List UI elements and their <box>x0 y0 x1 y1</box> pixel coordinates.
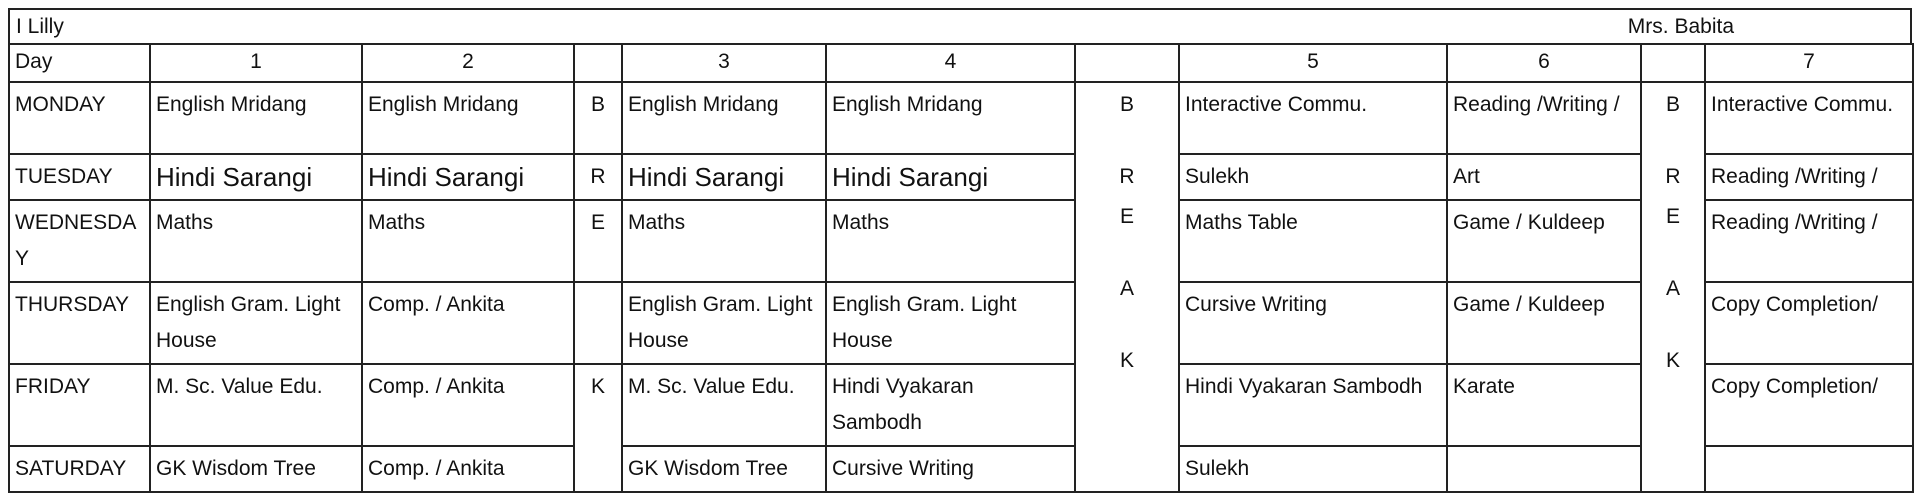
period-cell: Maths <box>826 200 1075 282</box>
period-cell: Hindi Sarangi <box>362 154 574 200</box>
break-cell: B <box>574 82 622 154</box>
class-name: I Lilly <box>16 14 64 38</box>
teacher-name: Mrs. Babita <box>1627 14 1734 38</box>
col-header-break-2 <box>1075 44 1179 82</box>
sheet-header <box>8 8 1912 43</box>
period-cell: Hindi Sarangi <box>622 154 826 200</box>
break-cell: K <box>574 364 622 492</box>
period-cell <box>1447 446 1641 492</box>
col-header-5: 5 <box>1179 44 1447 82</box>
col-header-7: 7 <box>1705 44 1913 82</box>
break-letter: K <box>1665 349 1680 372</box>
table-row <box>9 82 1913 154</box>
period-cell: Hindi Sarangi <box>826 154 1075 200</box>
period-cell: English Mridang <box>826 82 1075 154</box>
break-letter: A <box>1119 277 1134 300</box>
col-header-2: 2 <box>362 44 574 82</box>
table-row <box>9 200 1913 282</box>
period-cell: Maths Table <box>1179 200 1447 282</box>
period-cell: English Gram. Light House <box>826 282 1075 364</box>
col-header-break-1 <box>574 44 622 82</box>
period-cell: Reading /Writing / <box>1447 82 1641 154</box>
table-row <box>9 282 1913 364</box>
day-cell: FRIDAY <box>9 364 150 446</box>
period-cell: Maths <box>622 200 826 282</box>
period-cell: English Mridang <box>362 82 574 154</box>
period-cell: Interactive Commu. <box>1705 82 1913 154</box>
period-cell: Interactive Commu. <box>1179 82 1447 154</box>
day-cell: MONDAY <box>9 82 150 154</box>
period-cell: M. Sc. Value Edu. <box>150 364 362 446</box>
break-letter: R <box>1119 165 1135 188</box>
period-cell: Game / Kuldeep <box>1447 200 1641 282</box>
period-cell: M. Sc. Value Edu. <box>622 364 826 446</box>
col-header-6: 6 <box>1447 44 1641 82</box>
break-letter: E <box>1665 205 1680 228</box>
day-cell: SATURDAY <box>9 446 150 492</box>
break-cell: R <box>574 154 622 200</box>
col-header-3: 3 <box>622 44 826 82</box>
period-cell: English Mridang <box>622 82 826 154</box>
period-cell: Copy Completion/ <box>1705 282 1913 364</box>
timetable-sheet <box>8 8 1912 493</box>
break-letter: R <box>1665 165 1681 188</box>
header-row <box>9 44 1913 82</box>
col-header-break-3 <box>1641 44 1705 82</box>
period-cell: English Gram. Light House <box>150 282 362 364</box>
period-cell: Cursive Writing <box>1179 282 1447 364</box>
break-cell <box>574 282 622 364</box>
col-header-day: Day <box>9 44 150 82</box>
period-cell: Sulekh <box>1179 154 1447 200</box>
period-cell: Comp. / Ankita <box>362 446 574 492</box>
break-letter: K <box>1119 349 1134 372</box>
period-cell: Art <box>1447 154 1641 200</box>
break-letter: B <box>1119 93 1134 116</box>
col-header-4: 4 <box>826 44 1075 82</box>
period-cell: Cursive Writing <box>826 446 1075 492</box>
period-cell: Copy Completion/ <box>1705 364 1913 446</box>
period-cell: Sulekh <box>1179 446 1447 492</box>
day-cell: TUESDAY <box>9 154 150 200</box>
period-cell: Reading /Writing / <box>1705 200 1913 282</box>
period-cell: English Gram. Light House <box>622 282 826 364</box>
period-cell <box>1705 446 1913 492</box>
period-cell: Comp. / Ankita <box>362 364 574 446</box>
break-cell: E <box>574 200 622 282</box>
period-cell: Hindi Vyakaran Sambodh <box>1179 364 1447 446</box>
table-row <box>9 364 1913 446</box>
break-column-3 <box>1641 82 1705 492</box>
period-cell: GK Wisdom Tree <box>622 446 826 492</box>
break-letter: B <box>1665 93 1680 116</box>
period-cell: GK Wisdom Tree <box>150 446 362 492</box>
table-row <box>9 154 1913 200</box>
period-cell: Hindi Sarangi <box>150 154 362 200</box>
period-cell: English Mridang <box>150 82 362 154</box>
period-cell: Hindi Vyakaran Sambodh <box>826 364 1075 446</box>
period-cell: Maths <box>150 200 362 282</box>
col-header-1: 1 <box>150 44 362 82</box>
table-row <box>9 446 1913 492</box>
timetable <box>8 43 1914 493</box>
break-letter: A <box>1665 277 1680 300</box>
period-cell: Comp. / Ankita <box>362 282 574 364</box>
period-cell: Reading /Writing / <box>1705 154 1913 200</box>
break-column-2 <box>1075 82 1179 492</box>
period-cell: Karate <box>1447 364 1641 446</box>
break-letter: E <box>1119 205 1134 228</box>
period-cell: Game / Kuldeep <box>1447 282 1641 364</box>
day-cell: THURSDAY <box>9 282 150 364</box>
period-cell: Maths <box>362 200 574 282</box>
day-cell: WEDNESDAY <box>9 200 150 282</box>
